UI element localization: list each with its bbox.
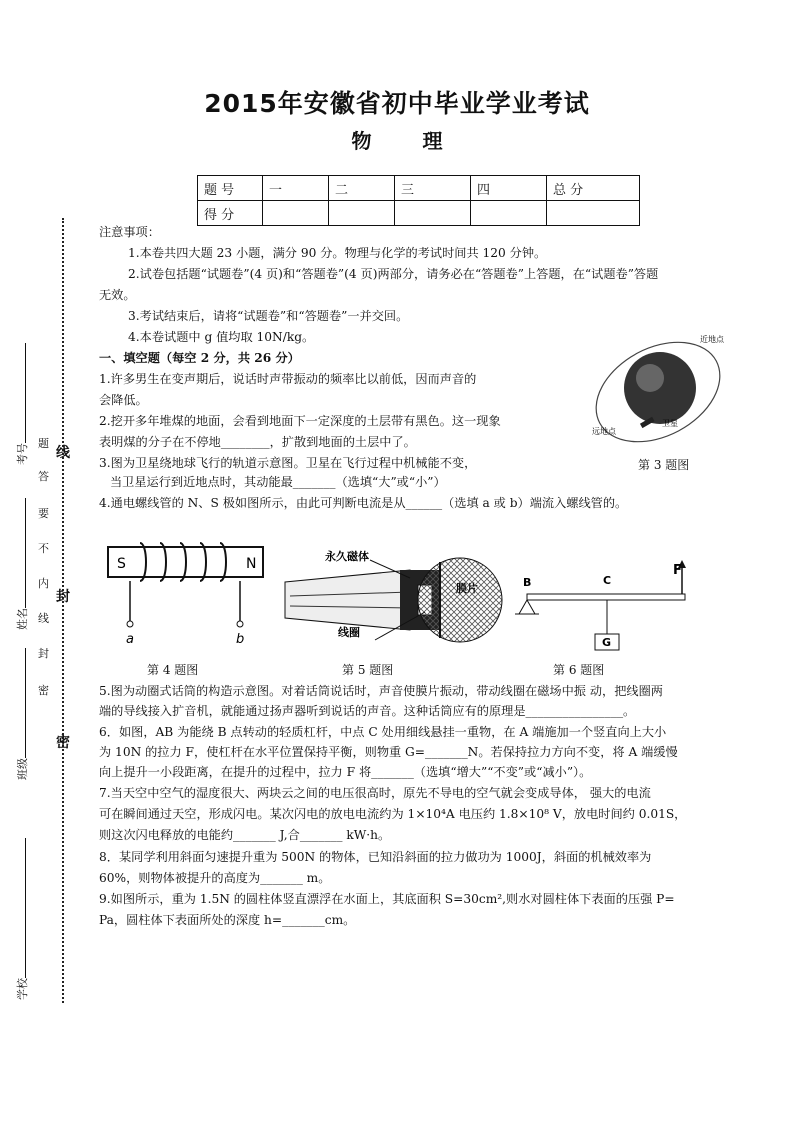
question-7: 7.当天空中空气的湿度很大、两块云之间的电压很高时，原先不导电的空气就会变成导体， 强大的电流 [99,786,651,800]
note-item: 3.考试结束后，请将“试题卷”和“答题卷”一并交回。 [128,309,409,323]
score-table [197,175,640,226]
question-6-cont: 向上提升一小段距离，在提升的过程中，拉力 F 将_______（选填“增大”“不变”或“减小”）。 [99,765,592,779]
score-cell: 四 [471,176,547,201]
question-8: 8．某同学利用斜面匀速提升重为 500N 的物体，已知沿斜面的拉力做功为 1000J，斜面的机械效率为 [99,850,652,864]
question-9-cont: Pa，圆柱体下表面所处的深度 h=_______cm。 [99,913,356,927]
question-7-cont: 则这次闪电释放的电能约_______ J,合_______ kW·h。 [99,828,391,842]
question-2-cont: 表明煤的分子在不停地________，扩散到地面的土层中了。 [99,435,416,449]
binding-seal-char: 封 [56,589,70,605]
fig5-microphone-diagram [280,540,505,655]
fig4-caption: 第 4 题图 [147,663,199,677]
pivot [519,600,535,614]
score-input-cell[interactable] [263,201,329,226]
notes-heading: 注意事项： [99,225,160,239]
score-cell: 题 号 [198,176,263,201]
score-input-cell[interactable] [471,201,547,226]
question-3: 3.图为卫星绕地球飞行的轨道示意图。卫星在飞行过程中机械能不变， [99,456,477,470]
fig3-far-label: 远地点 [592,427,616,436]
exam-no-label: 考号 [14,343,30,465]
margin-warning-char: 密 [38,684,49,697]
fig3-orbit-diagram [580,330,730,445]
binding-secret-char: 密 [56,735,70,751]
question-4: 4.通电螺线管的 N、S 极如图所示，由此可判断电流是从______（选填 a 或 b）端流入螺线管的。 [99,496,628,510]
note-item: 无效。 [99,288,136,302]
note-item: 2.试卷包括题“试题卷”(4 页)和“答题卷”(4 页)两部分，请务必在“答题卷”上答题，在“试题卷”答题 [128,267,659,281]
score-input-cell[interactable] [395,201,471,226]
fig4-b-label: b [236,632,245,647]
margin-warning-char: 线 [38,612,49,625]
margin-warning-char: 内 [38,577,49,590]
fig6-lever-diagram [515,558,700,658]
question-6: 6．如图，AB 为能绕 B 点转动的轻质杠杆，中点 C 处用细线悬挂一重物，在 A 端施加一个竖直向上大小 [99,725,667,739]
section-heading: 一、填空题（每空 2 分，共 26 分） [99,351,300,365]
question-9: 9.如图所示，重为 1.5N 的圆柱体竖直漂浮在水面上，其底面积 S=30cm²,则水对圆柱体下表面的压强 P= [99,892,675,906]
score-cell: 二 [329,176,395,201]
exam-title: 2015年安徽省初中毕业学业考试 [204,89,590,118]
score-input-cell[interactable] [547,201,640,226]
question-5-cont: 端的导线接入扩音机，就能通过扬声器听到说话的声音。这种话筒应有的原理是________________。 [99,704,636,718]
question-5: 5.图为动圈式话筒的构造示意图。对着话筒说话时，声音使膜片振动，带动线圈在磁场中振 动，把线圈两 [99,684,663,698]
score-table-header-row [198,176,640,201]
fig5-caption: 第 5 题图 [342,663,394,677]
question-7-cont: 可在瞬间通过天空，形成闪电。某次闪电的放电电流约为 1×10⁴A 电压约 1.8×10⁸ V，放电时间约 0.01S， [99,807,687,821]
fig6-g-label: G [602,636,612,649]
note-item: 1.本卷共四大题 23 小题，满分 90 分。物理与化学的考试时间共 120 分钟。 [128,246,547,260]
coil-windings [140,543,226,581]
score-cell: 三 [395,176,471,201]
margin-warning-char: 答 [38,470,49,483]
question-3-cont: 当卫星运行到近地点时，其动能最_______（选填“大”或“小”） [110,475,446,489]
margin-warning-char: 题 [38,437,49,450]
mic-handle [285,570,410,630]
score-row-label: 得 分 [198,201,263,226]
fig6-c-label: C [603,574,612,587]
fig4-n-label: N [246,556,257,572]
earth-globe [624,352,696,424]
margin-warning-char: 封 [38,647,49,660]
fig3-caption: 第 3 题图 [638,458,690,472]
score-cell: 一 [263,176,329,201]
earth-highlight [636,364,664,392]
fig4-s-label: S [117,556,126,572]
margin-warning-char: 不 [38,542,49,555]
question-1: 1.许多男生在变声期后，说话时声带振动的频率比以前低，因而声音的 [99,372,477,386]
fig5-coil-label: 线圈 [338,626,360,639]
terminal-a [127,621,133,627]
note-item: 4.本卷试题中 g 值均取 10N/kg。 [128,330,315,344]
margin-warning-char: 要 [38,507,49,520]
fig6-f-label: F [673,563,682,578]
school-label: 学校 [14,838,30,1000]
score-input-cell[interactable] [329,201,395,226]
fig4-a-label: a [126,632,134,647]
fig5-membrane-label: 膜片 [456,582,478,595]
fig5-magnet-label: 永久磁体 [325,550,369,563]
fig6-caption: 第 6 题图 [553,663,605,677]
score-table-score-row [198,201,640,226]
binding-line-char: 线 [56,445,70,461]
fig6-b-label: B [523,576,532,589]
fig4-solenoid-diagram [100,535,270,655]
question-2: 2.挖开多年堆煤的地面，会看到地面下一定深度的土层带有黑色。这一现象 [99,414,501,428]
question-6-cont: 为 10N 的拉力 F，使杠杆在水平位置保持平衡，则物重 G=_______N。若保持拉力方向不变，将 A 端缓慢 [99,745,678,759]
subject-title: 物 理 [351,129,465,153]
question-1-cont: 会降低。 [99,393,148,407]
fig3-near-label: 近地点 [700,335,724,344]
lever-bar [527,594,685,600]
fig3-sat-label: 卫星 [662,419,678,428]
name-label: 姓名 [14,498,30,630]
class-label: 班级 [14,648,30,780]
terminal-b [237,621,243,627]
score-cell: 总 分 [547,176,640,201]
binding-dotted-line [62,218,64,1003]
question-8-cont: 60%，则物体被提升的高度为_______ m。 [99,871,331,885]
mic-head-mesh [418,558,502,642]
